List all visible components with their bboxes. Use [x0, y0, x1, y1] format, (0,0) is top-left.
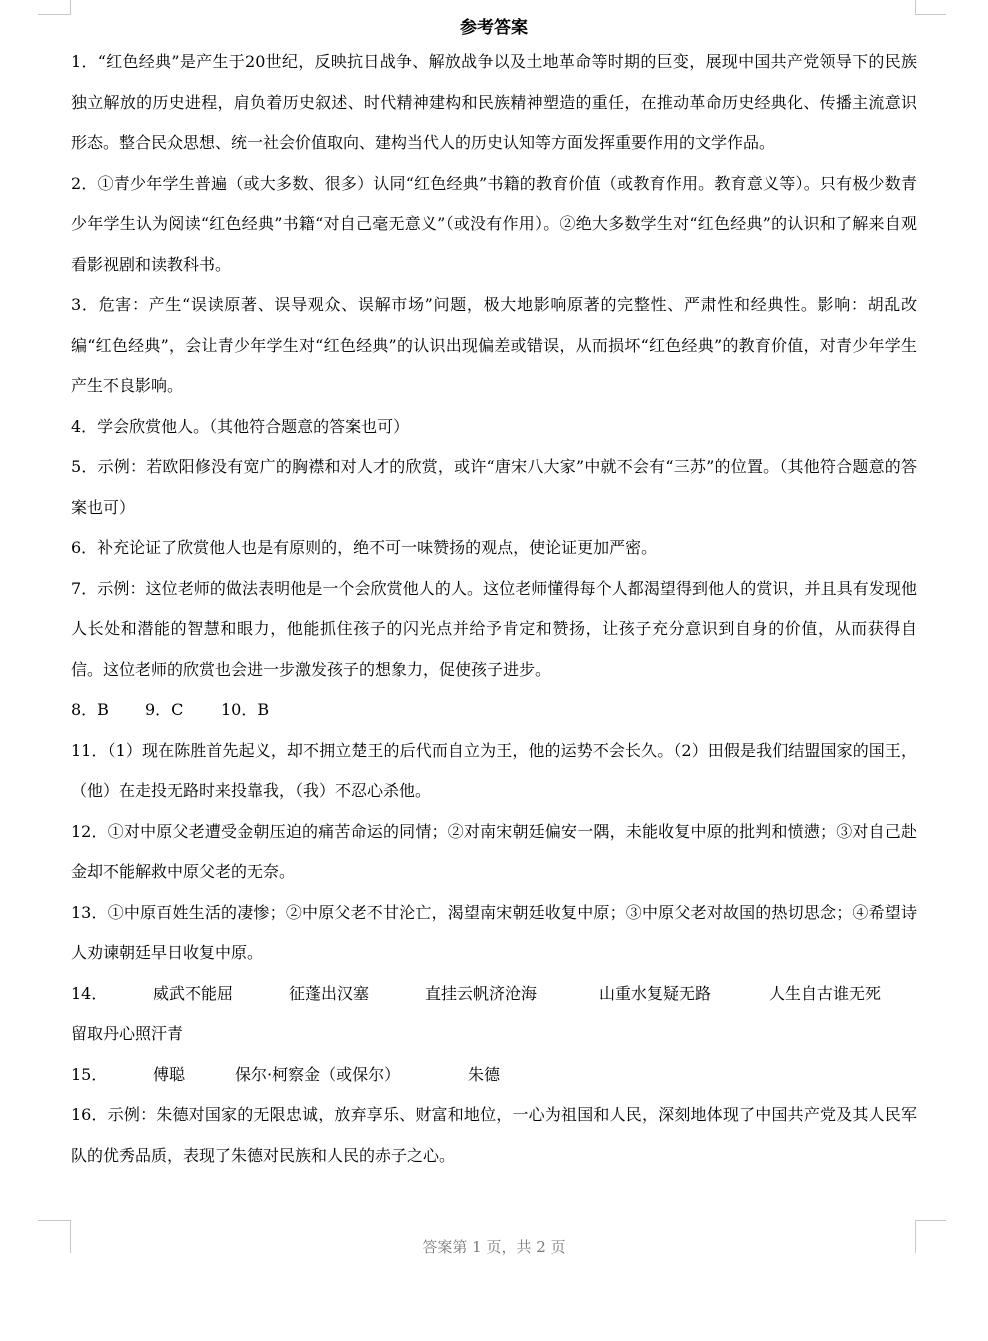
answer-5: 5．示例：若欧阳修没有宽广的胸襟和对人才的欣赏，或许“唐宋八大家”中就不会有“三苏”的位置。（其他符合题意的答案也可）	[71, 457, 917, 517]
answer-15-item-3: 朱德	[468, 1064, 501, 1084]
answer-10: 10．B	[221, 700, 270, 719]
answer-8-10-row	[71, 690, 917, 731]
answer-7: 7．示例：这位老师的做法表明他是一个会欣赏他人的人。这位老师懂得每个人都渴望得到他人的赏识，并且具有发现他人长处和潜能的智慧和眼力，他能抓住孩子的闪光点并给予肯定和赞扬，让孩子充分意识到自身的价值，从而获得自信。这位老师的欣赏也会进一步激发孩子的想象力，促使孩子进步。	[71, 578, 917, 679]
answer-16: 16．示例：朱德对国家的无限忠诚，放弃享乐、财富和地位，一心为祖国和人民，深刻地体现了中国共产党及其人民军队的优秀品质，表现了朱德对民族和人民的赤子之心。	[71, 1105, 917, 1165]
answer-15-item-1: 傅聪	[153, 1064, 186, 1084]
answer-12: 12．①对中原父老遭受金朝压迫的痛苦命运的同情；②对南宋朝廷偏安一隅，未能收复中原的批判和愤懑；③对自己赴金却不能解救中原父老的无奈。	[71, 821, 917, 881]
answer-14-item-4: 山重水复疑无路	[599, 983, 712, 1003]
answer-15-number: 15．	[71, 1064, 108, 1084]
crop-mark-top-right	[915, 0, 946, 15]
answer-15-item-2: 保尔·柯察金（或保尔）	[235, 1064, 401, 1084]
answer-9: 9．C	[145, 700, 184, 719]
answer-2: 2．①青少年学生普遍（或大多数、很多）认同“红色经典”书籍的教育价值（或教育作用。教育意义等）。只有极少数青少年学生认为阅读“红色经典”书籍“对自己毫无意义”（或没有作用）。②绝大多数学生对“红色经典”的认识和了解来自观看影视剧和读教科书。	[71, 173, 917, 274]
page-title: 参考答案	[460, 18, 528, 38]
answer-4: 4．学会欣赏他人。（其他符合题意的答案也可）	[71, 416, 410, 436]
answer-3: 3．危害：产生“误读原著、误导观众、误解市场”问题，极大地影响原著的完整性、严肃性和经典性。影响：胡乱改编“红色经典”，会让青少年学生对“红色经典”的认识出现偏差或错误，从而损坏“红色经典”的教育价值，对青少年学生产生不良影响。	[71, 295, 917, 395]
page-footer: 答案第 1 页，共 2 页	[422, 1238, 566, 1256]
answer-1: 1．“红色经典”是产生于20世纪，反映抗日战争、解放战争以及土地革命等时期的巨变，展现中国共产党领导下的民族独立解放的历史进程，肩负着历史叙述、时代精神建构和民族精神塑造的重任，在推动革命历史经典化、传播主流意识形态。整合民众思想、统一社会价值取向、建构当代人的历史认知等方面发挥重要作用的文学作品。	[71, 52, 917, 152]
answer-14-row	[71, 974, 917, 1015]
answer-14-item-1: 威武不能屈	[153, 983, 234, 1003]
answer-14-item-2: 征蓬出汉塞	[289, 983, 370, 1003]
answer-11: 11．（1）现在陈胜首先起义，却不拥立楚王的后代而自立为王，他的运势不会长久。（2）田假是我们结盟国家的国王，（他）在走投无路时来投靠我，（我）不忍心杀他。	[71, 740, 917, 800]
answer-6: 6．补充论证了欣赏他人也是有原则的，绝不可一味赞扬的观点，使论证更加严密。	[71, 538, 658, 557]
answer-13: 13．①中原百姓生活的凄惨；②中原父老不甘沦亡，渴望南宋朝廷收复中原；③中原父老对故国的热切思念；④希望诗人劝谏朝廷早日收复中原。	[71, 902, 917, 962]
answer-14-last-line: 留取丹心照汗青	[71, 1024, 184, 1043]
answer-list	[71, 42, 917, 1176]
crop-mark-top-left	[38, 0, 71, 15]
answer-14-number: 14．	[71, 983, 108, 1003]
answer-8: 8．B	[71, 700, 109, 719]
answer-15-row	[71, 1055, 917, 1096]
answer-14-item-3: 直挂云帆济沧海	[425, 983, 538, 1003]
answer-14-item-5: 人生自古谁无死	[769, 983, 882, 1003]
